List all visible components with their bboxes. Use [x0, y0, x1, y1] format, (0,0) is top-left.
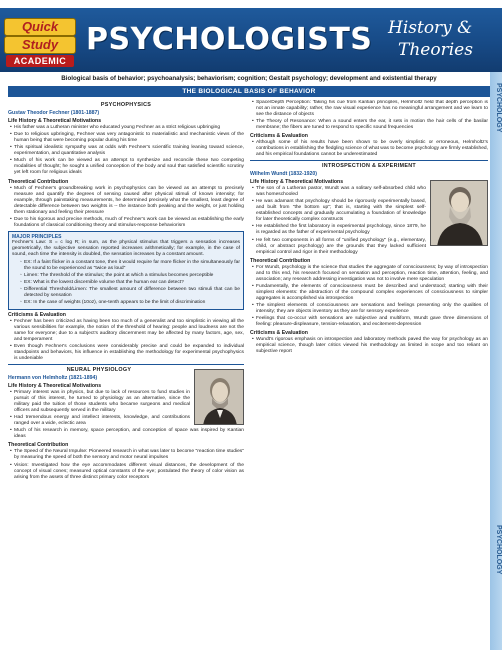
wundt-portrait — [430, 180, 488, 246]
list-item: • Although some of his results have been shown to be overly simplistic or erroneous, Helmholtz's contributions in establishing the fledgling science of what was to become psychology are firmly established, and his empirical foundations cannot be underestimated — [250, 140, 488, 158]
subhead-fechner-criticism: Criticisms & Evaluation — [8, 311, 66, 318]
list-item: • Much of his work can be viewed as an attempt to synthesize and reconcile these two competing modalities of thought; he sought a unified conception of the body and soul that satisfied scientific scrutiny yet left room for religious ideals — [8, 158, 244, 176]
list-item: • Much of his research in memory, space perception, and conception of space was inspired by Kantian ideas — [8, 428, 244, 440]
subtitle-line2: Theories — [398, 40, 473, 60]
section-introspection: INTROSPECTION & EXPERIMENT — [321, 163, 417, 170]
list-item: • For Wundt, psychology is the science that studies the aggregate of consciousness; by way of introspection and to this end, his research focused on sensation and perception, reaction time, attention, feeling, and association; any research addressing investigation was not to involve mere speculation — [250, 265, 488, 283]
list-item: • The Speed of the Neural Impulse: Pioneered research in what was later to become "reaction time studies" by measuring the speed of both the sensory and motor neural impulses — [8, 449, 244, 461]
subhead-fechner-life: Life History & Theoretical Motivations — [8, 118, 102, 125]
helmholtz-portrait — [194, 369, 244, 425]
portrait-figure — [195, 370, 244, 425]
box-example: ◦ Differential Threshold/Limen: The smallest amount of difference between two stimuli that can be detected by sensation — [12, 287, 240, 299]
list-item: • Vision: Investigated how the eye accommodates different visual distances, the development of the concept of visual cones; measured optical constants of the eye; postulated the theory of color vision as arising from the assets of three distinct primary color receptors — [8, 463, 244, 481]
list-item: • Much of Fechner's groundbreaking work in psychophysics can be viewed as an attempt to precisely measure and quantify the degrees of sensing caused after physical stimuli of known intensity; for example, through painstaking measurements, he determined precisely what the smallest, least degree of detectable difference between two weights is -- the instance both peaking and the weight, or just holding them stationary and feeling their pressure — [8, 186, 244, 216]
list-item: • Fechner has been criticized as having been too much of a generalist and too simplistic in viewing all the various sensibilities for example, the notion of the threshold of hearing: people and loudness are not the same for everyone; due to a subject's auditory discernment may be affected by many factors, age, sex, and temperament — [8, 319, 244, 343]
quickstudy-logo — [4, 18, 76, 68]
list-item: • The son of a Lutheran pastor, Wundt was a solitary self-absorbed child who was homeschooled — [250, 186, 488, 198]
page-title: PSYCHOLOGISTS — [86, 22, 373, 57]
person-wundt: Wilhelm Wundt (1832-1920) — [250, 171, 318, 178]
list-item: • His father was a Lutheran minister who educated young Fechner as a strict religious upbringing — [8, 125, 244, 131]
top-strip — [0, 0, 502, 8]
right-column — [250, 100, 488, 645]
person-helmholtz: Hermann von Helmholtz (1821-1894) — [8, 374, 98, 381]
person-fechner: Gustav Theodor Fechner (1801-1887) — [8, 110, 100, 117]
list-item: • Due to religious upbringing, Fechner was very antagonistic to materialistic and mechanistic views of the human being that were becoming popular during his time — [8, 132, 244, 144]
list-item: • The Theory of Resonance: When a sound enters the ear, it sets in motion the hair cells of the basilar membrane; the fibers are tuned to respond to specific sound frequencies — [250, 119, 488, 131]
header-banner — [0, 8, 502, 72]
box-example: ◦ EX: If a faint flicker in a constant tone, then it would require far more flicker in the simultaneously far the sound to be experienced as "twice as loud" — [12, 260, 240, 272]
subhead-wundt-life: Life History & Theoretical Motivations — [250, 179, 344, 186]
list-item: • Had tremendous energy and intellect interests, knowledge, and contributions ranged over a wide, eclectic area — [8, 415, 244, 427]
subhead-helmholtz-criticism: Criticisms & Evaluation — [250, 133, 308, 140]
subhead-wundt-theory: Theoretical Contribution — [250, 257, 311, 264]
list-item: • The simplest elements of consciousness are sensations and feelings presenting only the qualities of intensity; they are objects inventory as they are for sensory experience — [250, 303, 488, 315]
logo-academic: ACADEMIC — [6, 55, 74, 67]
logo-study: Study — [4, 36, 76, 54]
list-item: • This spiritual idealistic sympathy was at odds with Fechner's scientific training leaning toward science, experimentation, and quantitative analysis — [8, 145, 244, 157]
left-column — [8, 100, 244, 645]
list-item: • Due to his rigorous and precise methods, much of Fechner's work can be viewed as establishing the early foundations of classical conditioning theory and stimulus-response behaviorism — [8, 217, 244, 229]
divider — [8, 364, 244, 365]
subtitle-line1: History & — [388, 18, 473, 38]
section-band: THE BIOLOGICAL BASIS OF BEHAVIOR — [8, 86, 490, 97]
list-item: • Wundt's rigorous emphasis on introspection and laboratory methods paved the way for psychology as an empirical science, though later critics viewed his methodology as limited in scope and too reliant on subjective report — [250, 337, 488, 355]
side-tab-text-top: PSYCHOLOGY — [495, 83, 502, 133]
divider — [250, 160, 488, 161]
portrait-figure — [431, 181, 488, 246]
subhead-fechner-theory: Theoretical Contribution — [8, 178, 69, 185]
side-tab-text-bottom: PSYCHOLOGY — [495, 525, 502, 575]
box-example: ◦ EX: What is the lowest discernible volume that the human ear can detect? — [12, 280, 240, 286]
logo-quick: Quick — [4, 18, 76, 36]
list-item: • Space/Depth Perception: Taking his cue from Kantian principles, Helmholtz held that depth perception is not an innate capability; rather, the raw visual experience has no meaningful arrangement and we learn to see the distance of objects — [250, 100, 488, 118]
box-title: MAJOR PRINCIPLES — [12, 233, 62, 240]
list-item: • He felt two components in all forms of "unified psychology" (e.g., elementary, child, or abstract psychology) are the grounds that they lacked sufficient empirical control and rigor in their methodology — [250, 238, 488, 256]
topics-line: Biological basis of behavior; psychoanalysis; behaviorism; cognition; Gestalt psychology; development and existential therapy — [61, 75, 437, 82]
list-item: • He established the first laboratory in experimental psychology, since 1879, he is regarded as the father of experimental psychology — [250, 224, 488, 236]
list-item: • Fundamentally, the elements of consciousness must be described and understood; starting with their simplest elements: the abstraction of the compound complex experiences of consciousness to simpler aggregates is accomplished via introspection — [250, 284, 488, 302]
box-example: ◦ Limen: The threshold of the stimulus; the point at which a stimulus becomes perceptible — [12, 273, 240, 279]
section-neural-physiology: NEURAL PHYSIOLOGY — [66, 366, 132, 373]
section-psychophysics: PSYCHOPHYSICS — [100, 102, 152, 108]
subhead-wundt-criticism: Criticisms & Evaluation — [250, 330, 308, 337]
major-principles-box — [8, 231, 244, 310]
list-item: • He was adamant that psychology should be rigorously experimentally based, and built from "the bottom up"; that is, starting with the simplest self-established concepts and gradually accumulating a foundation of knowledge for later theoretically complex constructs — [250, 199, 488, 223]
box-example: ◦ EX: In the case of weights (10oz), one-tenth appears to be the limit of discrimination — [12, 300, 240, 306]
subhead-helmholtz-theory: Theoretical Contribution — [8, 442, 69, 449]
box-text: Fechner's Law: S = c log R; in sum, as the physical stimulus that triggers a sensation increases geometrically, the subjective sensation reported increases arithmetically; for example, in the case of sound, each time the intensity is doubled, the sensation increases by a constant amount. — [12, 239, 240, 258]
subhead-helmholtz-life: Life History & Theoretical Motivations — [8, 382, 102, 389]
list-item: • Primary interest was in physics, but due to lack of resources to fund studies in pursuit of this interest, he turned to physiology as an alternative, since the military paid the tuition of those students who became surgeons and medical officers and subsequently served in the military — [8, 390, 244, 414]
list-item: • Even though Fechner's conclusions were considerably precise and could be expanded to individual standpoints and behaviors, his influence in establishing the methodology for experimental psychophysics is undeniable — [8, 344, 244, 362]
list-item: • Feelings that co-occur with sensations are subjective and multiform, Wundt gave three dimensions of feeling: pleasure-displeasure, tension-relaxation, and excitement-depression — [250, 316, 488, 328]
